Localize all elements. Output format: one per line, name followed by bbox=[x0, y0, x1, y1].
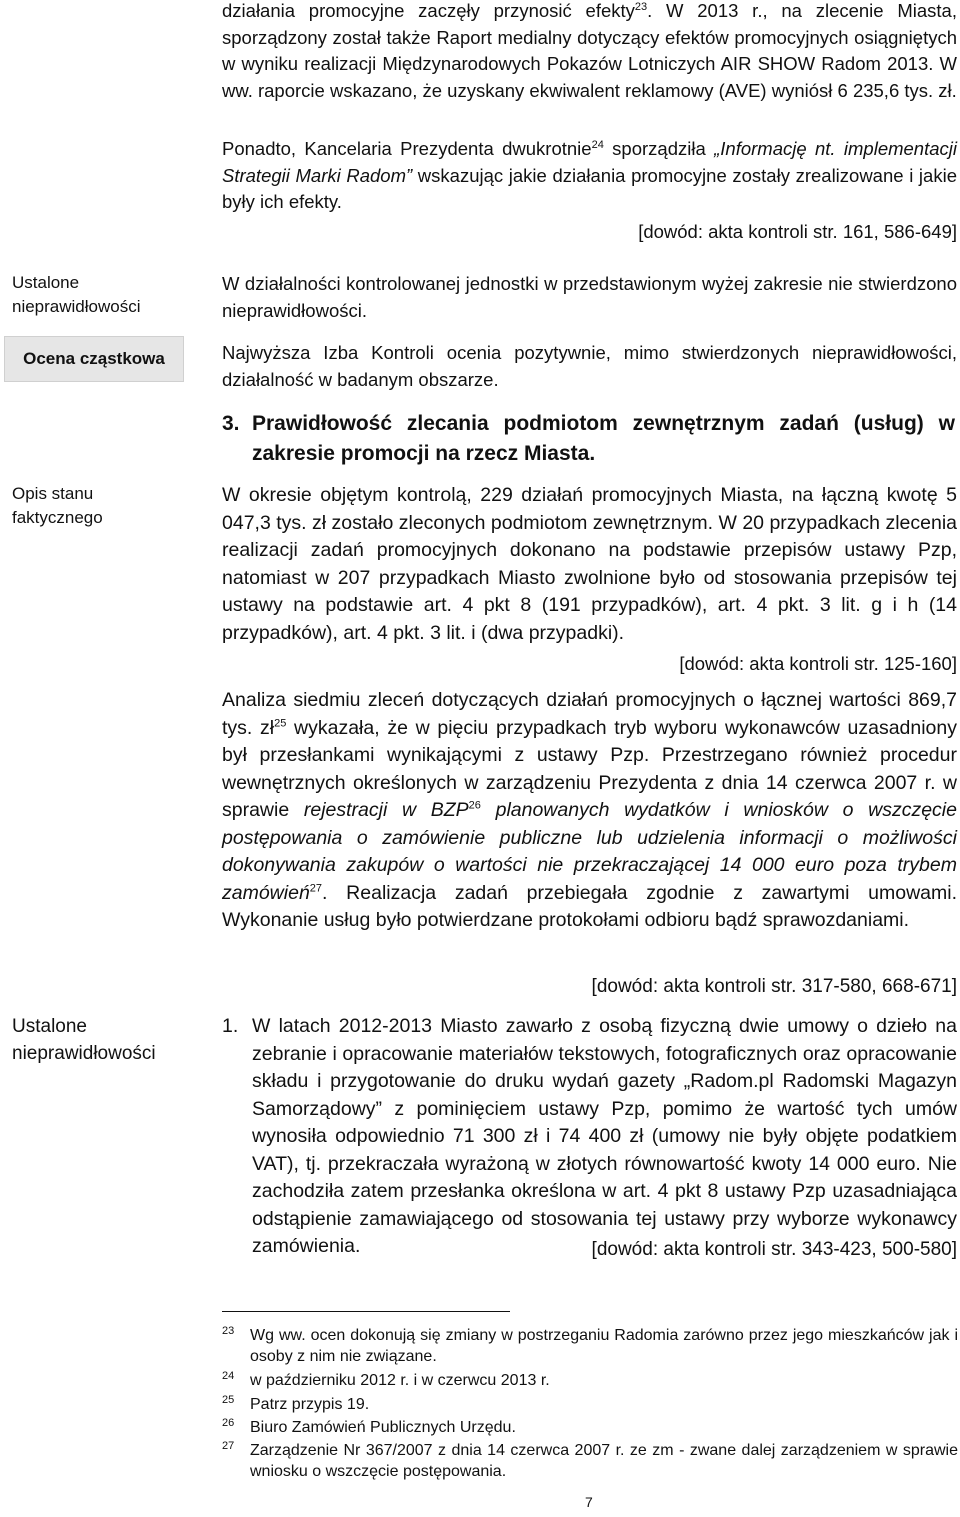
section-paragraph-2: Analiza siedmiu zleceń dotyczących działań promocyjnych o łącznej wartości 869,7 tys. $zł^{25}$ wykazała, że w pięciu przypadkach tryb wyboru wykonawców uzasadniony był przesłankami wynikającymi z ustawy Pzp. Przestrzegano również procedur wewnętrznych określonych w zarządzeniu Prezydenta z dnia 14 czerwca 2007 r. w sprawie rejestracji w BZP$^{26}$ planowanych wydatków i wniosków o wszczęcie postępowania o zamówienie publiczne lub udzielenia informacji o możliwości dokonywania zakupów o wartości nie przekraczającej 14 000 euro poza trybem zamówień$^{27}$. Realizacja zadań przebiegała zgodnie z zawartymi umowami. Wykonanie usług było potwierdzane protokołami odbioru bądź sprawozdaniami. bbox=[222, 689, 958, 931]
list-item-text: W latach 2012-2013 Miasto zawarło z osobą fizyczną dwie umowy o dzieło na zebranie i opracowanie materiałów tekstowych, fotograficznych oraz opracowanie składu i przygotowanie do druku wydań gazety „Radom.pl Radomski Magazyn Samorządowy” z pominięciem ustawy Pzp, pomimo że wartość tych umów wynosiła odpowiednio 71 300 zł i 74 400 zł (umowy nie były objęte podatkiem VAT), tj. przekraczała wyrażoną w złotych równowartość kwoty 14 000 euro. Nie zachodziła zatem przesłanka określona w art. 4 pkt 8 ustawy Pzp uzasadniająca odstąpienie zamawiającego od stosowania tej ustawy przy wyborze wykonawcy zamówienia. bbox=[252, 1015, 957, 1257]
list-item bbox=[222, 1013, 957, 1261]
evidence-reference: [dowód: akta kontroli str. 125-160] bbox=[679, 653, 957, 674]
footnote-text: Zarządzenie Nr 367/2007 z dnia 14 czerwca 2007 r. ze zm - zwane dalej zarządzeniem w sprawie wniosku o wszczęcie postępowania. bbox=[250, 1442, 958, 1480]
footnote bbox=[222, 1417, 960, 1438]
footnote-text: Wg ww. ocen dokonują się zmiany w postrzeganiu Radomia zarówno przez jego mieszkańców jak i osoby z nim nie związane. bbox=[250, 1327, 958, 1365]
footnote-text: w październiku 2012 r. i w czerwcu 2013 r. bbox=[250, 1372, 550, 1389]
sidebar-label-partial-assessment: Ocena cząstkowa bbox=[4, 336, 184, 382]
footnote-ref-27: 27 bbox=[309, 882, 323, 894]
footnote-ref-26: 26 bbox=[468, 799, 481, 812]
footnote-ref-23: 23 bbox=[634, 0, 648, 13]
footnote-number: 24 bbox=[222, 1370, 235, 1382]
footnote-text: Biuro Zamówień Publicznych Urzędu. bbox=[250, 1419, 516, 1436]
footnote bbox=[222, 1394, 960, 1415]
evidence-reference: [dowód: akta kontroli str. 343-423, 500-580] bbox=[591, 1239, 957, 1260]
footnote-number: 23 bbox=[222, 1325, 235, 1337]
footnote bbox=[222, 1440, 960, 1482]
section-number: 3. bbox=[222, 412, 240, 435]
section-heading bbox=[222, 409, 957, 469]
footnote bbox=[222, 1370, 960, 1391]
page-number: 7 bbox=[585, 1494, 593, 1510]
footnote-ref-24: 24 bbox=[591, 138, 604, 151]
footnote-number: 25 bbox=[222, 1394, 235, 1406]
section-title: Prawidłowość zlecania podmiotom zewnętrznym zadań (usług) w zakresie promocji na rzecz Miasta. bbox=[252, 412, 955, 465]
footnote bbox=[222, 1325, 960, 1367]
list-item-number: 1. bbox=[222, 1015, 239, 1037]
intro-paragraph: działania promocyjne zaczęły przynosić efekty$^{23}$. W 2013 r., na zlecenie Miasta, sporządzony został także Raport medialny dotyczący efektów promocyjnych osiągniętych w wyniku realizacji Międzynarodowych Pokazów Lotniczych AIR SHOW Radom 2013. W ww. raporcie wskazano, że uzyskany ekwiwalent reklamowy (AVE) wyniósł 6 235,6 tys. zł. bbox=[222, 0, 957, 101]
assessment-paragraph: Najwyższa Izba Kontroli ocenia pozytywnie, mimo stwierdzonych nieprawidłowości, działalność w badanym obszarze. bbox=[222, 342, 957, 390]
evidence-reference: [dowód: akta kontroli str. 317-580, 668-671] bbox=[591, 976, 957, 997]
section-paragraph-1: W okresie objętym kontrolą, 229 działań promocyjnych Miasta, na łączną kwotę 5 047,3 tys. zł zostało zleconych podmiotom zewnętrznym. W 20 przypadkach zlecenia realizacji zadań promocyjnych dokonano na podstawie przepisów ustawy Pzp, natomiast w 207 przypadkach Miasto zwolnione było od stosowania przepisów tej ustawy na podstawie art. 4 pkt 8 (191 przypadków), art. 4 pkt. 3 lit. g i h (14 przypadków), art. 4 pkt. 3 lit. i (dwa przypadki). bbox=[222, 484, 957, 644]
irregularities-paragraph: W działalności kontrolowanej jednostki w przedstawionym wyżej zakresie nie stwierdzono nieprawidłowości. bbox=[222, 273, 957, 321]
footnote-ref-25: 25 bbox=[274, 717, 287, 729]
evidence-reference: [dowód: akta kontroli str. 161, 586-649] bbox=[638, 221, 957, 242]
sidebar-label-state-of-facts: Opis stanu faktycznego bbox=[12, 484, 103, 527]
footnote-number: 26 bbox=[222, 1417, 235, 1429]
margin-sidebar bbox=[0, 0, 200, 1517]
footnote-separator bbox=[222, 1311, 510, 1312]
intro-paragraph-2: Ponadto, Kancelaria Prezydenta dwukrotnie$^{24}$ sporządziła „Informację nt. implementacji Strategii Marki Radom” wskazując jakie działania promocyjne zostały zrealizowane i jakie były ich efekty. bbox=[222, 138, 957, 213]
footnote-text: Patrz przypis 19. bbox=[250, 1396, 370, 1413]
footnote-number: 27 bbox=[222, 1440, 235, 1452]
sidebar-label-irregularities-2: Ustalone nieprawidłowości bbox=[12, 1016, 156, 1064]
sidebar-label-irregularities: Ustalone nieprawidłowości bbox=[12, 273, 141, 316]
